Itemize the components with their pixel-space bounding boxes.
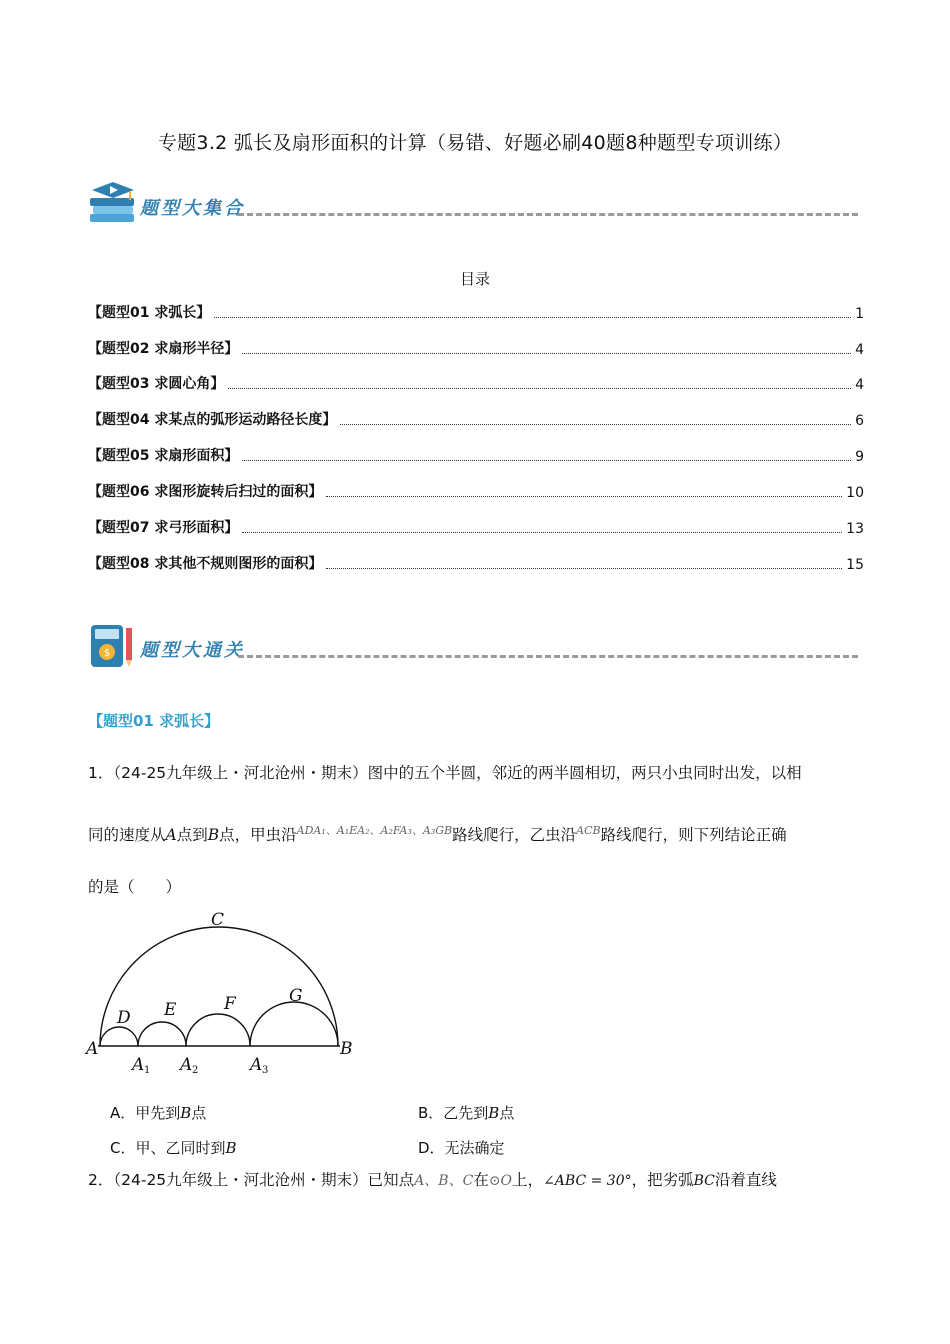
label-A: A bbox=[86, 1039, 99, 1059]
question-2-line-1: 2．（24-25九年级上・河北沧州・期末）已知点A、B、C在⊙O上，∠ABC = 30°，把劣弧BC沿着直线 bbox=[88, 1171, 777, 1189]
option-d[interactable]: D．无法确定 bbox=[418, 1139, 505, 1157]
page-title: 专题3.2 弧长及扇形面积的计算（易错、好题必刷40题8种题型专项训练） bbox=[157, 132, 793, 154]
toc-item-page: 4 bbox=[855, 342, 864, 358]
toc-item-label: 【题型03 求圆心角】 bbox=[88, 376, 225, 392]
toc-item-page: 13 bbox=[846, 521, 864, 537]
toc-item[interactable] bbox=[88, 553, 864, 573]
toc-item-label: 【题型06 求图形旋转后扫过的面积】 bbox=[88, 484, 323, 500]
label-D: D bbox=[117, 1008, 131, 1028]
option-a[interactable]: A．甲先到B点 bbox=[110, 1104, 207, 1122]
toc-item[interactable] bbox=[88, 302, 864, 322]
banner-divider bbox=[238, 655, 858, 658]
svg-text:3: 3 bbox=[262, 1065, 269, 1075]
banner-divider bbox=[238, 213, 858, 216]
question-1-line-1: 1．（24-25九年级上・河北沧州・期末）图中的五个半圆，邻近的两半圆相切，两只小虫同时出发，以相 bbox=[88, 764, 802, 782]
banner-question-types bbox=[88, 180, 858, 230]
section-heading: 【题型01 求弧长】 bbox=[88, 712, 220, 730]
label-B: B bbox=[340, 1039, 353, 1059]
svg-text:1: 1 bbox=[144, 1065, 151, 1075]
label-F: F bbox=[224, 994, 236, 1014]
toc-item-page: 10 bbox=[846, 485, 864, 501]
toc-item-label: 【题型05 求扇形面积】 bbox=[88, 448, 239, 464]
svg-text:$: $ bbox=[103, 648, 111, 659]
banner-label: 题型大集合 bbox=[140, 198, 245, 219]
toc-item-label: 【题型01 求弧长】 bbox=[88, 305, 211, 321]
toc-item[interactable] bbox=[88, 517, 864, 537]
toc-item[interactable] bbox=[88, 481, 864, 501]
question-1-line-2: 同的速度从A点到B点，甲虫沿$^{ADA_1、A_1EA_2、A_2FA_3、A_3GB}$路线爬行，乙虫沿$^{ACB}$路线爬行，则下列结论正确 bbox=[88, 824, 787, 844]
books-graduation-cap-icon bbox=[88, 180, 138, 230]
label-G: G bbox=[289, 986, 303, 1006]
toc-item[interactable] bbox=[88, 445, 864, 465]
toc-leader-dots bbox=[326, 496, 842, 497]
toc-leader-dots bbox=[340, 424, 851, 425]
toc-leader-dots bbox=[326, 568, 842, 569]
toc-leader-dots bbox=[242, 460, 851, 461]
path-yi: ACB bbox=[576, 824, 601, 837]
toc-item-label: 【题型02 求扇形半径】 bbox=[88, 341, 239, 357]
label-C: C bbox=[211, 910, 225, 930]
toc-item-page: 4 bbox=[855, 377, 864, 393]
option-c[interactable]: C．甲、乙同时到B bbox=[110, 1139, 237, 1157]
semicircles-figure bbox=[84, 905, 364, 1075]
toc-item-page: 1 bbox=[855, 306, 864, 322]
toc-item[interactable] bbox=[88, 409, 864, 429]
toc-item-page: 9 bbox=[855, 449, 864, 465]
option-b[interactable]: B．乙先到B点 bbox=[418, 1104, 515, 1122]
calculator-pencil-icon bbox=[88, 622, 138, 672]
toc-leader-dots bbox=[214, 317, 851, 318]
label-A1: A bbox=[132, 1055, 145, 1075]
svg-text:2: 2 bbox=[192, 1065, 199, 1075]
label-A2: A bbox=[180, 1055, 193, 1075]
toc-item[interactable] bbox=[88, 338, 864, 358]
toc-item-page: 6 bbox=[855, 413, 864, 429]
toc-item-label: 【题型08 求其他不规则图形的面积】 bbox=[88, 556, 323, 572]
label-A3: A bbox=[250, 1055, 263, 1075]
banner-question-practice bbox=[88, 622, 858, 672]
toc-item[interactable] bbox=[88, 373, 864, 393]
toc-item-label: 【题型04 求某点的弧形运动路径长度】 bbox=[88, 412, 337, 428]
toc-item-label: 【题型07 求弓形面积】 bbox=[88, 520, 239, 536]
label-E: E bbox=[164, 1000, 177, 1020]
toc-leader-dots bbox=[228, 388, 851, 389]
toc-heading: 目录 bbox=[459, 270, 490, 288]
banner-label: 题型大通关 bbox=[140, 640, 245, 661]
toc-leader-dots bbox=[242, 353, 851, 354]
toc-item-page: 15 bbox=[846, 557, 864, 573]
path-jia: ADA₁、A₁EA₂、A₂FA₃、A₃GB bbox=[296, 824, 453, 837]
question-1-line-3: 的是（ ） bbox=[88, 878, 182, 896]
toc-leader-dots bbox=[242, 532, 842, 533]
